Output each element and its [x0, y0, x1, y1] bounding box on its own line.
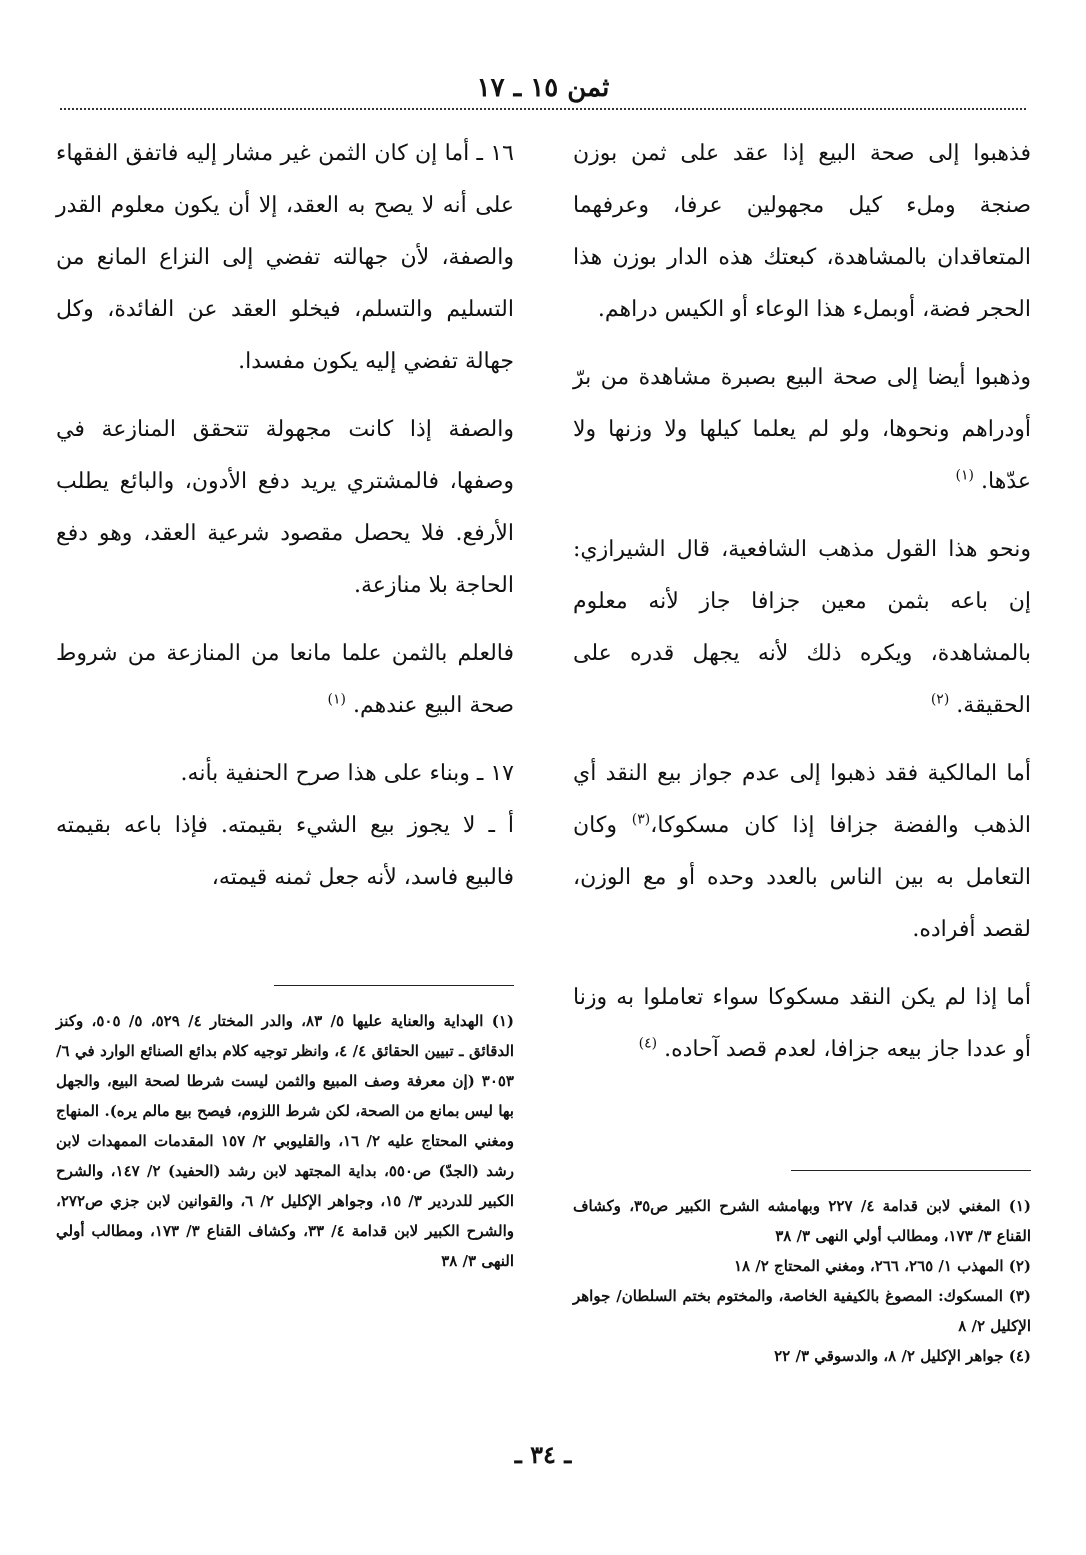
- footnote: (٣) المسكوك: المصوغ بالكيفية الخاصة، والمختوم بختم السلطان/ جواهر الإكليل ٢/ ٨: [573, 1287, 1031, 1335]
- paragraph: ١٧ ـ وبناء على هذا صرح الحنفية بأنه.: [180, 761, 514, 786]
- right-column: [573, 128, 1031, 1092]
- page-number: ـ ٣٤ ـ: [514, 1440, 572, 1469]
- footnote: (٤) جواهر الإكليل ٢/ ٨، والدسوقي ٣/ ٢٢: [774, 1347, 1031, 1365]
- footnote: (١) المغني لابن قدامة ٤/ ٢٢٧ وبهامشه الشرح الكبير ص٣٥، وكشاف القناع ٣/ ١٧٣، ومطالب أولي النهى ٣/ ٣٨: [573, 1197, 1031, 1245]
- running-header: ثمن ١٥ ـ ١٧: [476, 73, 610, 103]
- footnote-ref[interactable]: (١): [955, 467, 975, 484]
- footnote-ref[interactable]: (١): [327, 691, 346, 708]
- paragraph: أما المالكية فقد ذهبوا إلى عدم جواز بيع النقد أي الذهب والفضة جزافا إذا كان مسكوكا،$^{(٣)}$ وكان التعامل به بين الناس بالعدد وحده أو مع الوزن، لقصد أفراده.: [573, 761, 1031, 942]
- footnote-ref[interactable]: (٣): [631, 811, 651, 828]
- footnote: (١) الهداية والعناية عليها ٥/ ٨٣، والدر المختار ٤/ ٥٢٩، ٥/ ٥٠٥، وكنز الدقائق ـ تبيين الحقائق ٤/ ٤، وانظر توجيه كلام بدائع الصنائع الوارد في ٦/ ٣٠٥٣ (إن معرفة وصف المبيع والثمن ليست شرطا لصحة البيع، والجهل بها ليس بمانع من الصحة، لكن شرط اللزوم، فيصح بيع مالم يره). المنهاج ومغني المحتاج عليه ٢/ ١٦، والقليوبي ٢/ ١٥٧ المقدمات الممهدات لابن رشد (الجدّ) ص٥٥٠، بداية المجتهد لابن رشد (الحفيد) ٢/ ١٤٧، والشرح الكبير للدردير ٣/ ١٥، وجواهر الإكليل ٢/ ٦، والقوانين لابن جزي ص٢٧٢، والشرح الكبير لابن قدامة ٤/ ٣٣، وكشاف القناع ٣/ ١٧٣، ومطالب أولي النهى ٣/ ٣٨: [56, 1012, 515, 1270]
- left-footnotes: [56, 980, 514, 1276]
- paragraph: فذهبوا إلى صحة البيع إذا عقد على ثمن بوزن صنجة وملء كيل مجهولين عرفا، وعرفهما المتعاقدان بالمشاهدة، كبعتك هذه الدار بوزن هذا الحجر فضة، أوبملء هذا الوعاء أو الكيس دراهم.: [573, 141, 1031, 322]
- header-divider: [60, 108, 1026, 110]
- paragraph: وذهبوا أيضا إلى صحة البيع بصبرة مشاهدة من برّ أودراهم ونحوها، ولو لم يعلما كيلها ولا وزنها ولا عدّها. $^{(١)}$: [573, 365, 1031, 494]
- paragraph: فالعلم بالثمن علما مانعا من المنازعة من شروط صحة البيع عندهم. $^{(١)}$: [56, 641, 514, 718]
- paragraph: أما إذا لم يكن النقد مسكوكا سواء تعاملوا به وزنا أو عددا جاز بيعه جزافا، لعدم قصد آحاده. $^{(٤)}$: [573, 985, 1031, 1062]
- footnote-ref[interactable]: (٤): [638, 1035, 658, 1052]
- left-column: [56, 128, 514, 920]
- footnote: (٢) المهذب ١/ ٢٦٥، ٢٦٦، ومغني المحتاج ٢/ ١٨: [733, 1257, 1031, 1275]
- paragraph: أ ـ لا يجوز بيع الشيء بقيمته. فإذا باعه بقيمته فالبيع فاسد، لأنه جعل ثمنه قيمته،: [56, 813, 514, 890]
- paragraph: ونحو هذا القول مذهب الشافعية، قال الشيرازي: إن باعه بثمن معين جزافا جاز لأنه معلوم بالمشاهدة، ويكره ذلك لأنه يجهل قدره على الحقيقة. $^{(٢)}$: [573, 537, 1031, 718]
- paragraph: والصفة إذا كانت مجهولة تتحقق المنازعة في وصفها، فالمشتري يريد دفع الأدون، والبائع يطلب الأرفع. فلا يحصل مقصود شرعية العقد، وهو دفع الحاجة بلا منازعة.: [56, 417, 514, 598]
- footnote-ref[interactable]: (٢): [930, 691, 950, 708]
- paragraph: ١٦ ـ أما إن كان الثمن غير مشار إليه فاتفق الفقهاء على أنه لا يصح به العقد، إلا أن يكون معلوم القدر والصفة، لأن جهالته تفضي إلى النزاع المانع من التسليم والتسلم، فيخلو العقد عن الفائدة، وكل جهالة تفضي إليه يكون مفسدا.: [56, 141, 514, 374]
- right-footnotes: [573, 1165, 1031, 1371]
